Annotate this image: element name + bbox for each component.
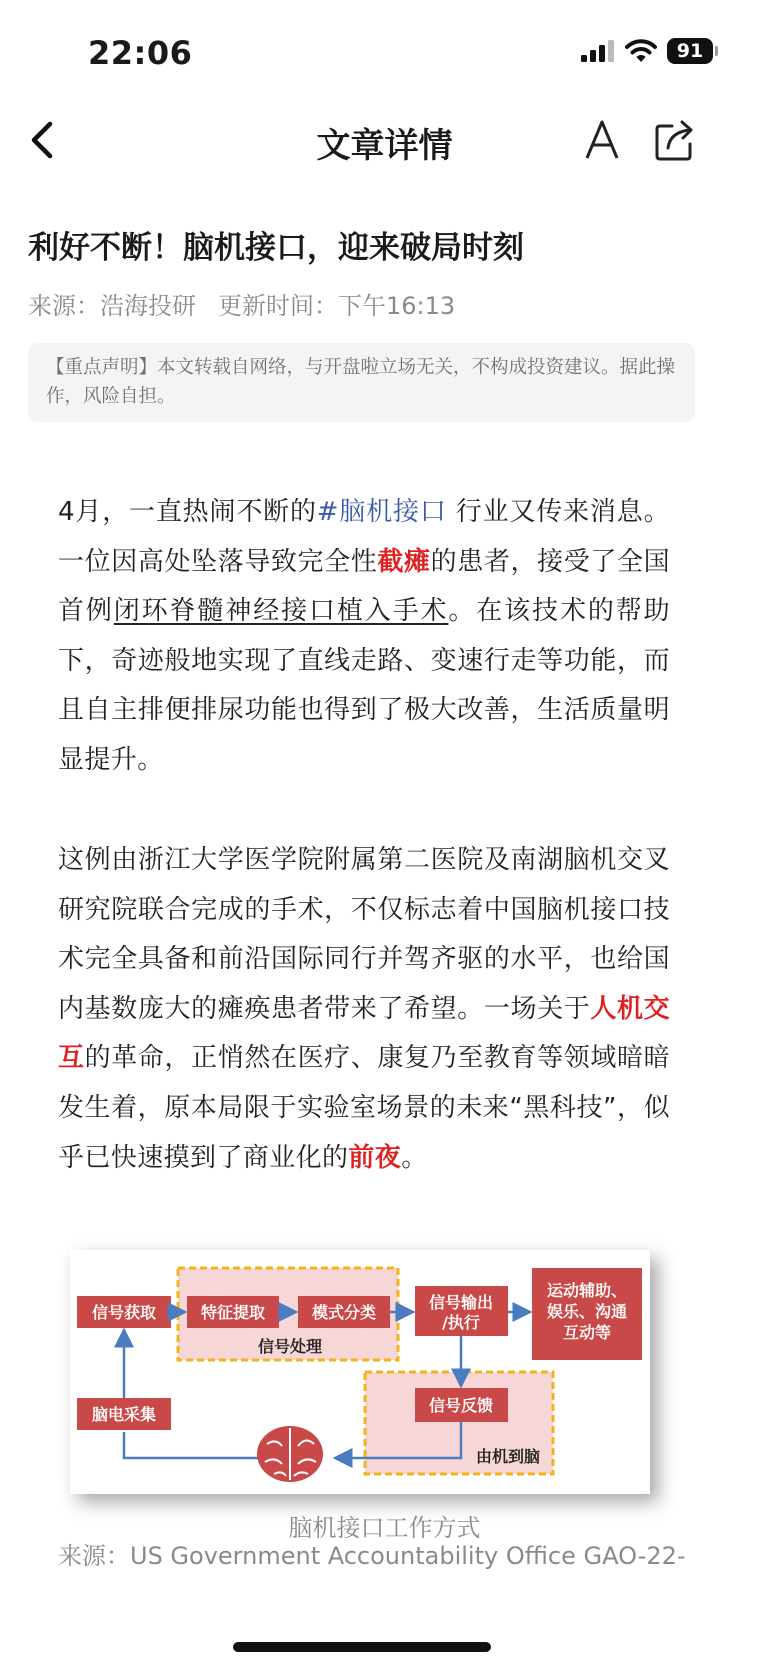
font-size-icon[interactable] <box>584 118 620 162</box>
signal-output-label-2: /执行 <box>442 1313 480 1332</box>
article-paragraph-2 <box>58 836 670 1183</box>
article-title: 利好不断！脑机接口，迎来破局时刻 <box>28 230 524 266</box>
signal-acquire-label: 信号获取 <box>91 1303 157 1322</box>
home-indicator[interactable] <box>233 1642 491 1652</box>
text-run: 4月，一直热闹不断的 <box>58 497 317 527</box>
battery-level: 91 <box>676 40 704 62</box>
bci-diagram-figure[interactable] <box>70 1250 650 1494</box>
article-paragraph-1 <box>58 488 670 786</box>
page-title: 文章详情 <box>316 126 453 166</box>
article-source: 来源：浩海投研 <box>28 292 196 320</box>
topic-tag-link[interactable]: #脑机接口 <box>316 497 447 527</box>
brain-icon <box>257 1426 323 1482</box>
bci-diagram <box>70 1250 650 1494</box>
text-run: 行业又传来消息。一位因高处坠落导致完全性 <box>58 497 670 577</box>
text-run: 。 <box>401 1142 428 1173</box>
figure-source: 来源：US Government Accountability Office GAO-22- <box>58 1542 686 1570</box>
feature-extract-label: 特征提取 <box>200 1303 266 1322</box>
applications-label-3: 互动等 <box>562 1323 612 1342</box>
figure-caption: 脑机接口工作方式 <box>288 1514 481 1542</box>
pattern-classify-label: 模式分类 <box>311 1303 377 1322</box>
signal-output-label-1: 信号输出 <box>428 1293 494 1312</box>
applications-label-1: 运动辅助、 <box>546 1281 628 1300</box>
eeg-collect-label: 脑电采集 <box>91 1405 157 1424</box>
machine-to-brain-label: 由机到脑 <box>475 1447 541 1466</box>
battery-indicator <box>667 38 713 64</box>
wifi-icon <box>625 39 657 63</box>
highlight-keyword: 截瘫 <box>377 546 431 577</box>
disclaimer-box: 【重点声明】本文转载自网络，与开盘啦立场无关，不构成投资建议。据此操作，风险自担。 <box>28 343 695 422</box>
highlight-keyword: 前夜 <box>348 1142 402 1173</box>
applications-label-2: 娱乐、沟通 <box>546 1302 628 1321</box>
signal-feedback-label: 信号反馈 <box>428 1396 494 1415</box>
share-icon[interactable] <box>654 118 696 162</box>
status-time: 22:06 <box>88 34 193 72</box>
text-run: 。在该技术的帮助下，奇迹般地实现了直线走路、变速行走等功能，而且自主排便排尿功能也得到了极大改善，生活质量明显提升。 <box>58 596 670 775</box>
article-meta <box>28 286 455 321</box>
text-run: 的患者，接受了全国首例 <box>58 546 670 627</box>
text-run: 这例由浙江大学医学院附属第二医院及南湖脑机交叉研究院联合完成的手术，不仅标志着中国脑机接口技术完全具备和前沿国际同行并驾齐驱的水平，也给国内基数庞大的瘫痪患者带来了希望。一场关于 <box>58 845 670 1024</box>
text-run: 的革命，正悄然在医疗、康复乃至教育等领域暗暗发生着，原本局限于实验室场景的未来“黑科技”，似乎已快速摸到了商业化的 <box>58 1043 670 1173</box>
highlight-keyword: 人机交互 <box>58 993 670 1074</box>
status-icons <box>581 38 713 64</box>
cellular-signal-icon <box>581 40 615 62</box>
signal-processing-label: 信号处理 <box>257 1337 323 1356</box>
underlined-keyword: 闭环脊髓神经接口植入手术 <box>113 596 449 627</box>
article-updated-time: 更新时间：下午16:13 <box>218 292 456 320</box>
